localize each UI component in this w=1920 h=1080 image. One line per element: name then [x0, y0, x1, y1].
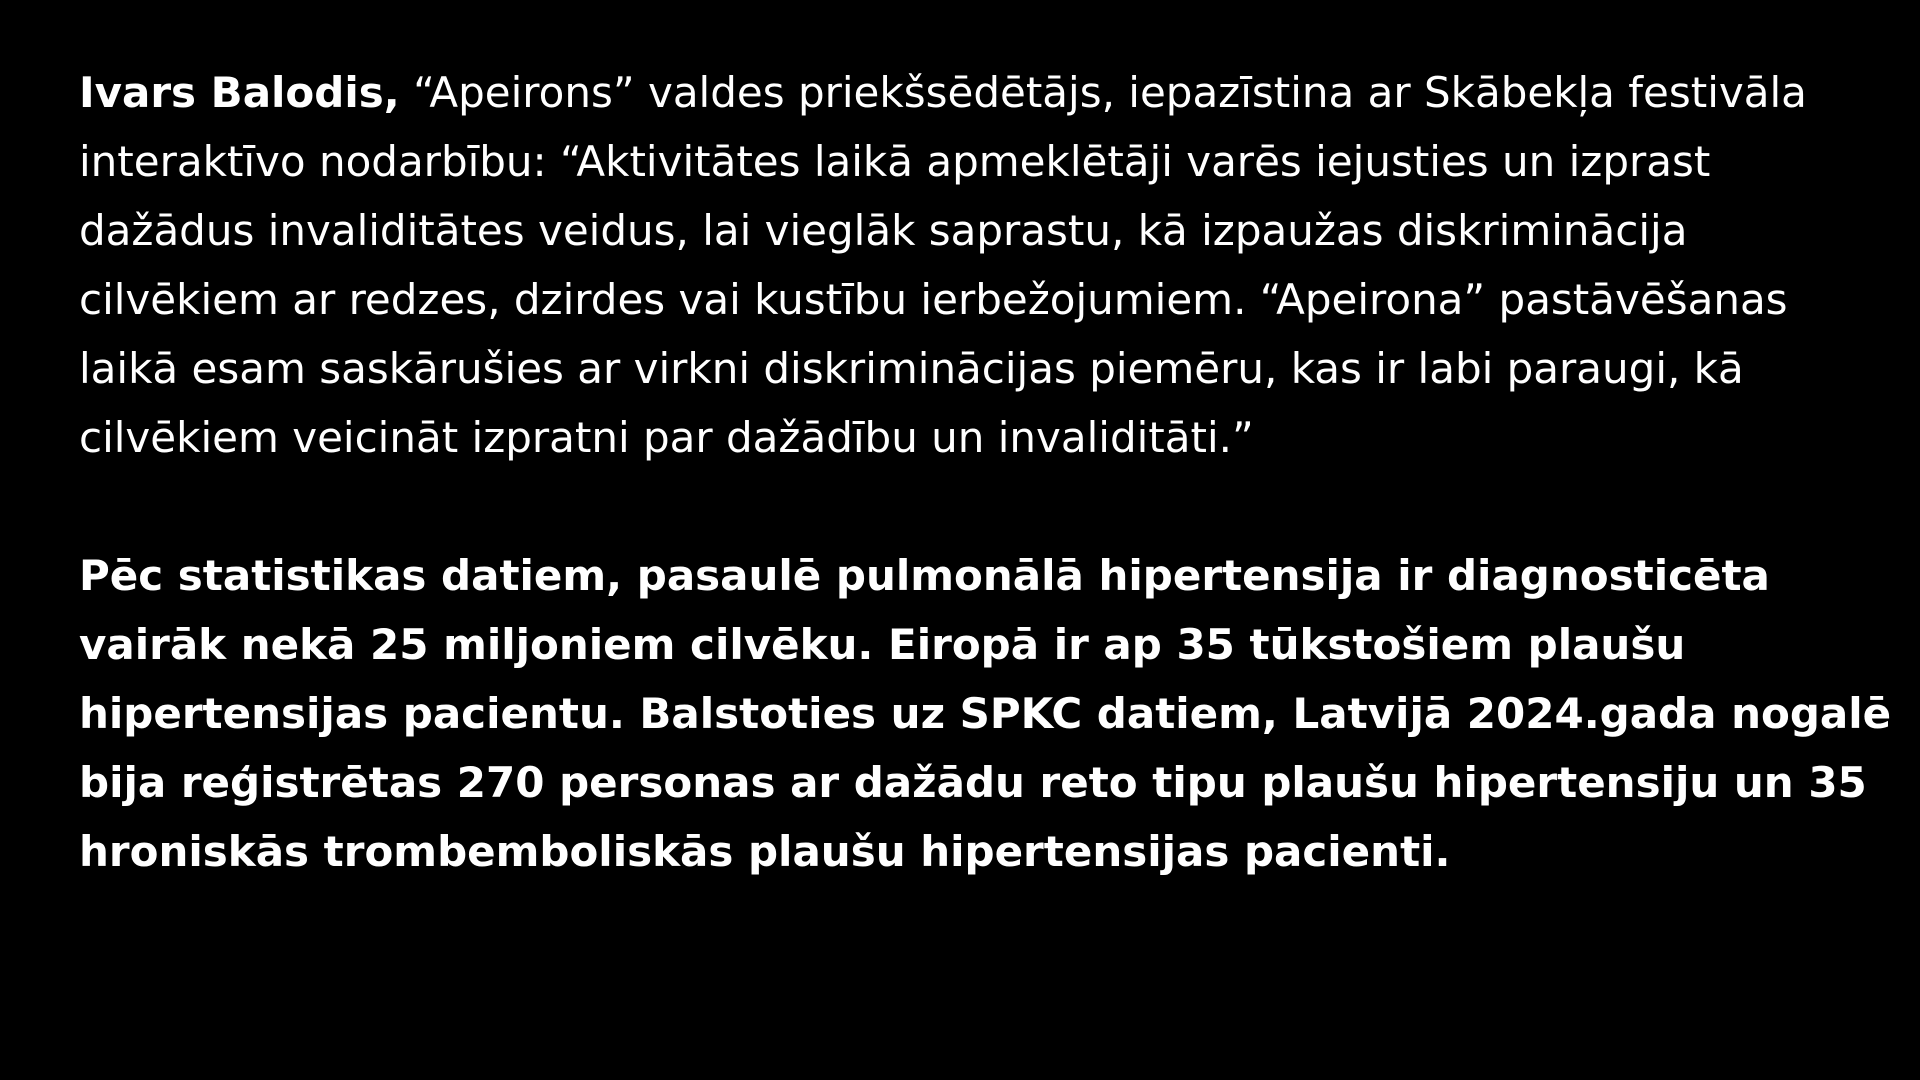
statistics-paragraph: Pēc statistikas datiem, pasaulē pulmonālā hipertensija ir diagnosticēta vairāk nekā 25 miljoniem cilvēku. Eiropā ir ap 35 tūkstošiem plaušu hipertensijas pacientu. Balstoties uz SPKC datiem, Latvijā 2024.gada nogalē bija reģistrētas 270 personas ar dažādu reto tipu plaušu hipertensiju un 35 hroniskās trombemboliskās plaušu hipertensijas pacienti. [79, 551, 1892, 876]
quote-text: “Apeirons” valdes priekšsēdētājs, iepazīstina ar Skābekļa festivāla interaktīvo nodarbību: “Aktivitātes laikā apmeklētāji varēs iejusties un izprast dažādus invaliditātes veidus, lai vieglāk saprastu, kā izpaužas diskriminācija cilvēkiem ar redzes, dzirdes vai kustību ierbežojumiem. “Apeirona” pastāvēšanas laikā esam saskārušies ar virkni diskriminācijas piemēru, kas ir labi paraugi, kā cilvēkiem veicināt izpratni par dažādību un invaliditāti.” [79, 68, 1807, 462]
document-body [79, 58, 1899, 886]
quote-paragraph [79, 58, 1899, 472]
speaker-name: Ivars Balodis, [79, 68, 400, 117]
